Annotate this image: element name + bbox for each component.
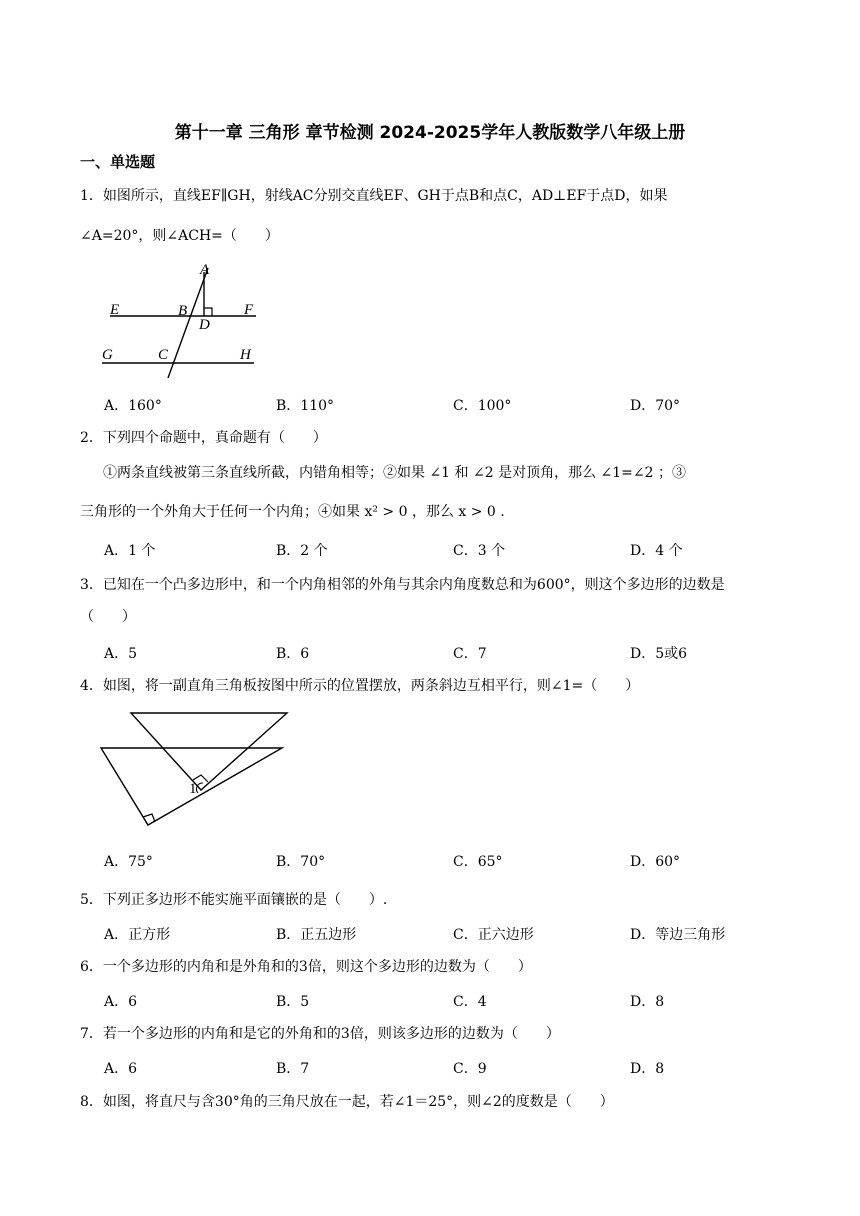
q1-option-d: D．70° (630, 398, 681, 414)
q2-option-c: C．3 个 (453, 543, 506, 559)
q1-stem-line1: 1．如图所示，直线EF∥GH，射线AC分别交直线EF、GH于点B和点C，AD⊥EF于点D，如果 (80, 188, 668, 204)
q1-option-b: B．110° (276, 398, 335, 414)
q3-option-d: D．5或6 (630, 646, 688, 662)
q5-option-c: C．正六边形 (453, 927, 534, 943)
q1-label-b: B (178, 303, 188, 319)
section-heading: 一、单选题 (80, 153, 156, 171)
q3-option-b: B．6 (276, 646, 310, 662)
q2-stem-line2: ①两条直线被第三条直线所截，内错角相等；②如果 ∠1 和 ∠2 是对顶角，那么 ∠1=∠2 ；③ (103, 465, 686, 481)
q8-stem-line1: 8．如图，将直尺与含30°角的三角尺放在一起，若∠1＝25°，则∠2的度数是（ ） (80, 1094, 614, 1110)
q1-label-e: E (110, 302, 120, 318)
q1-label-f: F (244, 302, 254, 318)
q4-angle-label: 1 (189, 781, 197, 797)
q4-option-c: C．65° (453, 854, 503, 870)
q2-option-b: B．2 个 (276, 543, 328, 559)
q4-option-d: D．60° (630, 854, 681, 870)
q6-stem-line1: 6．一个多边形的内角和是外角和的3倍，则这个多边形的边数为（ ） (80, 959, 532, 975)
q1-stem-line2: ∠A=20°，则∠ACH=（ ） (80, 228, 279, 244)
q7-option-b: B．7 (276, 1061, 310, 1077)
q6-option-a: A．6 (104, 994, 138, 1010)
q2-option-a: A．1 个 (104, 543, 156, 559)
q5-option-d: D．等边三角形 (630, 927, 726, 943)
q1-figure (96, 258, 266, 380)
q3-option-a: A．5 (104, 646, 138, 662)
q1-label-d: D (199, 317, 210, 333)
q4-option-a: A．75° (104, 854, 153, 870)
q3-stem-line1: 3．已知在一个凸多边形中，和一个内角相邻的外角与其余内角度数总和为600°，则这个多边形的边数是 (80, 577, 725, 593)
q1-option-a: A．160° (104, 398, 162, 414)
q2-stem-line3: 三角形的一个外角大于任何一个内角；④如果 x² > 0 ，那么 x > 0 . (80, 504, 505, 520)
q6-option-d: D．8 (630, 994, 665, 1010)
page-title: 第十一章 三角形 章节检测 2024-2025学年人教版数学八年级上册 (174, 123, 686, 143)
q3-stem-line2: （ ） (80, 609, 136, 625)
q5-option-a: A．正方形 (104, 927, 171, 943)
q7-option-c: C．9 (453, 1061, 487, 1077)
q3-option-c: C．7 (453, 646, 487, 662)
q1-label-h: H (240, 347, 251, 363)
q2-stem-line1: 2．下列四个命题中，真命题有（ ） (80, 430, 327, 446)
q6-option-c: C．4 (453, 994, 487, 1010)
q1-label-c: C (158, 347, 169, 363)
q6-option-b: B．5 (276, 994, 310, 1010)
q1-option-c: C．100° (453, 398, 512, 414)
q5-option-b: B．正五边形 (276, 927, 357, 943)
q2-option-d: D．4 个 (630, 543, 683, 559)
q7-stem-line1: 7．若一个多边形的内角和是它的外角和的3倍，则该多边形的边数为（ ） (80, 1026, 560, 1042)
q4-stem-line1: 4．如图，将一副直角三角板按图中所示的位置摆放，两条斜边互相平行，则∠1=（ ） (80, 678, 640, 694)
q1-label-a: A (200, 262, 210, 278)
q4-figure (96, 706, 296, 830)
q7-option-d: D．8 (630, 1061, 665, 1077)
q7-option-a: A．6 (104, 1061, 138, 1077)
q1-label-g: G (102, 347, 113, 363)
q4-option-b: B．70° (276, 854, 326, 870)
q5-stem-line1: 5．下列正多边形不能实施平面镶嵌的是（ ）. (80, 892, 388, 908)
